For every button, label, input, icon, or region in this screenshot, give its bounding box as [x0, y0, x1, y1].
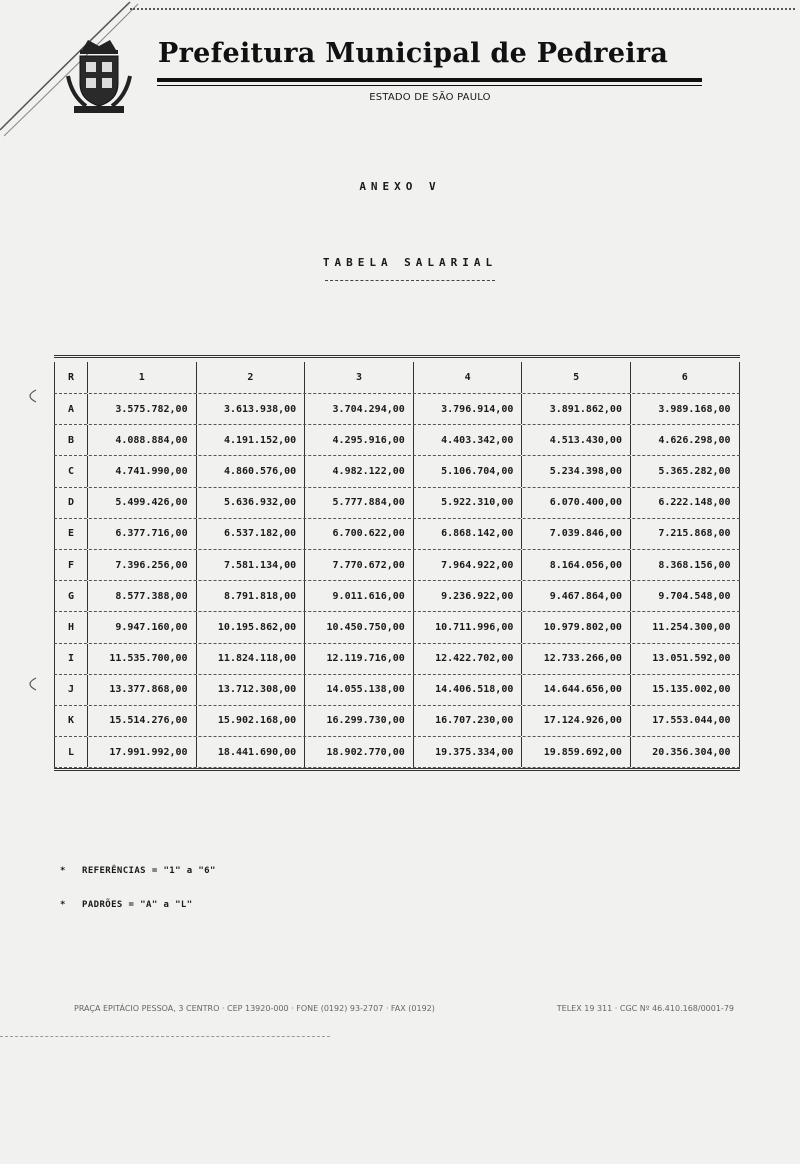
- salary-value-cell: 14.644.656,00: [522, 675, 631, 705]
- row-reference-cell: B: [54, 425, 88, 455]
- salary-value-cell: 4.513.430,00: [522, 425, 631, 455]
- footer-address: PRAÇA EPITÁCIO PESSOA, 3 CENTRO · CEP 13920-000 · FONE (0192) 93-2707 · FAX (0192): [74, 1004, 435, 1013]
- row-reference-cell: J: [54, 675, 88, 705]
- salary-value-cell: 10.979.802,00: [522, 612, 631, 642]
- municipality-name: Prefeitura Municipal de Pedreira: [158, 38, 669, 69]
- notes: [60, 866, 216, 934]
- salary-value-cell: 9.236.922,00: [414, 581, 523, 611]
- row-reference-cell: D: [54, 488, 88, 518]
- row-reference-cell: H: [54, 612, 88, 642]
- table-row: [54, 394, 740, 425]
- table-row: [54, 456, 740, 487]
- salary-value-cell: 13.377.868,00: [88, 675, 197, 705]
- punch-hole-icon: [22, 388, 38, 404]
- row-reference-cell: E: [54, 519, 88, 549]
- salary-value-cell: 11.254.300,00: [631, 612, 740, 642]
- salary-value-cell: 10.450.750,00: [305, 612, 414, 642]
- note-text: REFERÊNCIAS = "1" a "6": [82, 866, 216, 876]
- salary-value-cell: 6.868.142,00: [414, 519, 523, 549]
- column-header: 2: [197, 362, 306, 393]
- salary-value-cell: 17.124.926,00: [522, 706, 631, 736]
- salary-value-cell: 6.537.182,00: [197, 519, 306, 549]
- salary-value-cell: 6.222.148,00: [631, 488, 740, 518]
- salary-value-cell: 4.626.298,00: [631, 425, 740, 455]
- salary-value-cell: 5.365.282,00: [631, 456, 740, 486]
- salary-value-cell: 3.704.294,00: [305, 394, 414, 424]
- salary-value-cell: 15.135.002,00: [631, 675, 740, 705]
- salary-value-cell: 4.191.152,00: [197, 425, 306, 455]
- salary-value-cell: 7.039.846,00: [522, 519, 631, 549]
- note-text: PADRÕES = "A" a "L": [82, 900, 193, 910]
- salary-value-cell: 10.195.862,00: [197, 612, 306, 642]
- salary-value-cell: 6.700.622,00: [305, 519, 414, 549]
- punch-hole-icon: [22, 676, 38, 692]
- salary-value-cell: 15.514.276,00: [88, 706, 197, 736]
- salary-value-cell: 17.553.044,00: [631, 706, 740, 736]
- salary-value-cell: 9.947.160,00: [88, 612, 197, 642]
- salary-table: [54, 355, 740, 771]
- salary-value-cell: 19.859.692,00: [522, 737, 631, 767]
- salary-value-cell: 7.964.922,00: [414, 550, 523, 580]
- salary-value-cell: 5.106.704,00: [414, 456, 523, 486]
- table-row: [54, 612, 740, 643]
- note-item: [60, 900, 216, 934]
- table-row: [54, 706, 740, 737]
- column-header: 5: [522, 362, 631, 393]
- top-dashed-rule: [130, 8, 795, 10]
- annex-heading: ANEXO V: [359, 180, 441, 193]
- municipal-coat-of-arms-icon: [66, 36, 132, 116]
- salary-value-cell: 7.215.868,00: [631, 519, 740, 549]
- table-row: [54, 488, 740, 519]
- salary-value-cell: 14.406.518,00: [414, 675, 523, 705]
- note-item: [60, 866, 216, 900]
- table-row: [54, 550, 740, 581]
- salary-value-cell: 5.499.426,00: [88, 488, 197, 518]
- state-name: ESTADO DE SÃO PAULO: [369, 92, 491, 103]
- salary-value-cell: 8.368.156,00: [631, 550, 740, 580]
- salary-value-cell: 15.902.168,00: [197, 706, 306, 736]
- salary-value-cell: 5.234.398,00: [522, 456, 631, 486]
- corner-header-cell: R: [54, 362, 88, 393]
- row-reference-cell: K: [54, 706, 88, 736]
- footer-telex: TELEX 19 311 · CGC Nº 46.410.168/0001-79: [556, 1004, 734, 1013]
- salary-value-cell: 13.712.308,00: [197, 675, 306, 705]
- salary-value-cell: 5.922.310,00: [414, 488, 523, 518]
- salary-value-cell: 19.375.334,00: [414, 737, 523, 767]
- salary-value-cell: 8.791.818,00: [197, 581, 306, 611]
- column-header: 6: [631, 362, 740, 393]
- header-rule-thin: [157, 85, 702, 86]
- salary-value-cell: 6.377.716,00: [88, 519, 197, 549]
- salary-value-cell: 3.891.862,00: [522, 394, 631, 424]
- table-row: [54, 425, 740, 456]
- page-footer: [74, 1004, 734, 1013]
- salary-value-cell: 14.055.138,00: [305, 675, 414, 705]
- column-header: 3: [305, 362, 414, 393]
- table-row: [54, 675, 740, 706]
- row-reference-cell: A: [54, 394, 88, 424]
- column-header: 1: [88, 362, 197, 393]
- salary-value-cell: 18.441.690,00: [197, 737, 306, 767]
- row-reference-cell: F: [54, 550, 88, 580]
- table-title-underline: [325, 280, 495, 281]
- salary-value-cell: 12.119.716,00: [305, 644, 414, 674]
- table-header-row: [54, 362, 740, 394]
- salary-value-cell: 8.577.388,00: [88, 581, 197, 611]
- table-title: TABELA SALARIAL: [322, 256, 498, 269]
- salary-value-cell: 11.824.118,00: [197, 644, 306, 674]
- salary-value-cell: 4.860.576,00: [197, 456, 306, 486]
- salary-value-cell: 5.636.932,00: [197, 488, 306, 518]
- salary-value-cell: 4.295.916,00: [305, 425, 414, 455]
- salary-value-cell: 7.581.134,00: [197, 550, 306, 580]
- row-reference-cell: C: [54, 456, 88, 486]
- header-rule-thick: [157, 78, 702, 82]
- table-row: [54, 644, 740, 675]
- salary-value-cell: 18.902.770,00: [305, 737, 414, 767]
- salary-value-cell: 4.403.342,00: [414, 425, 523, 455]
- table-row: [54, 519, 740, 550]
- row-reference-cell: I: [54, 644, 88, 674]
- salary-value-cell: 9.011.616,00: [305, 581, 414, 611]
- salary-value-cell: 16.299.730,00: [305, 706, 414, 736]
- salary-value-cell: 3.796.914,00: [414, 394, 523, 424]
- column-header: 4: [414, 362, 523, 393]
- note-bullet: *: [60, 866, 66, 876]
- salary-value-cell: 13.051.592,00: [631, 644, 740, 674]
- salary-value-cell: 3.613.938,00: [197, 394, 306, 424]
- salary-value-cell: 6.070.400,00: [522, 488, 631, 518]
- salary-value-cell: 5.777.884,00: [305, 488, 414, 518]
- note-bullet: *: [60, 900, 66, 910]
- salary-value-cell: 7.770.672,00: [305, 550, 414, 580]
- salary-value-cell: 4.741.990,00: [88, 456, 197, 486]
- salary-value-cell: 9.704.548,00: [631, 581, 740, 611]
- salary-value-cell: 20.356.304,00: [631, 737, 740, 767]
- salary-value-cell: 4.088.884,00: [88, 425, 197, 455]
- salary-value-cell: 11.535.700,00: [88, 644, 197, 674]
- salary-value-cell: 12.422.702,00: [414, 644, 523, 674]
- row-reference-cell: L: [54, 737, 88, 767]
- salary-value-cell: 4.982.122,00: [305, 456, 414, 486]
- salary-value-cell: 17.991.992,00: [88, 737, 197, 767]
- row-reference-cell: G: [54, 581, 88, 611]
- salary-value-cell: 3.575.782,00: [88, 394, 197, 424]
- salary-value-cell: 7.396.256,00: [88, 550, 197, 580]
- salary-value-cell: 9.467.864,00: [522, 581, 631, 611]
- bottom-dashed-rule: [0, 1036, 330, 1037]
- salary-value-cell: 10.711.996,00: [414, 612, 523, 642]
- table-row: [54, 737, 740, 768]
- salary-value-cell: 3.989.168,00: [631, 394, 740, 424]
- salary-value-cell: 8.164.056,00: [522, 550, 631, 580]
- salary-value-cell: 16.707.230,00: [414, 706, 523, 736]
- salary-value-cell: 12.733.266,00: [522, 644, 631, 674]
- table-row: [54, 581, 740, 612]
